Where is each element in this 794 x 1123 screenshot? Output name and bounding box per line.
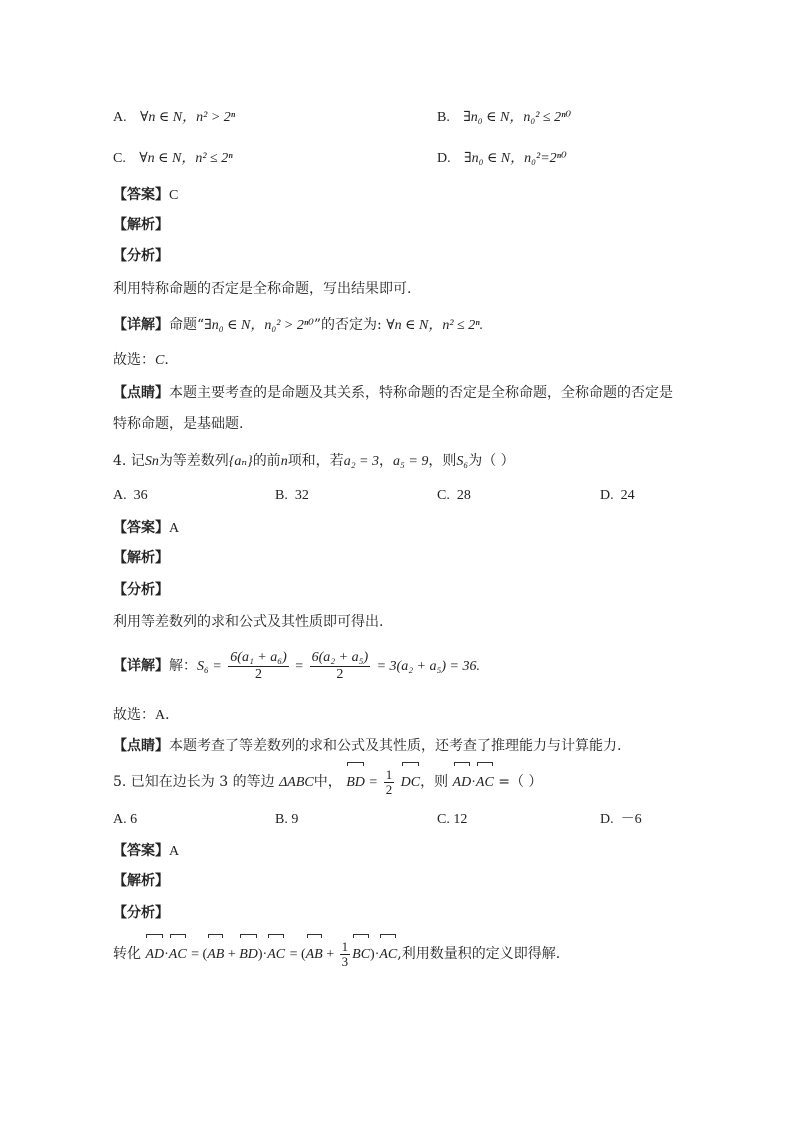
q4-fenxi-text: 利用等差数列的求和公式及其性质即可得出. (113, 614, 384, 630)
q5-fraction-third: $\frac{1}{3}$ (341, 938, 349, 969)
q5-option-a: A. 6 (113, 812, 138, 827)
q4-jiexi-heading: 【解析】 (113, 550, 169, 566)
q4-detail: 【详解】解：S₆ = $\frac{\text{6(a₁ + a₆)}}{2}$ = $\frac{\text{6(a₂ + a₅)}}{2}$ = 3(a₂ + a₅) = 36. (113, 649, 480, 682)
q4-choose: 故选：A． (113, 707, 180, 723)
q3-option-a: A. ∀n ∈ N，n² > 2ⁿ (113, 110, 236, 125)
vector-ad: AD (453, 765, 472, 801)
q4-dianjing: 【点睛】本题考查了等差数列的求和公式及其性质，还考查了推理能力与计算能力. (113, 738, 622, 754)
q5-transform: 转化 AD·AC = (AB + BD)·AC = (AB + $\frac{1}{3}$ BC)·AC,利用数量积的定义即得解. (113, 936, 560, 973)
q3-choose: 故选：C. (113, 352, 169, 368)
q5-answer: 【答案】A (113, 843, 180, 859)
q3-option-d-math: ∃n₀ ∈ N，n₀²=2ⁿ⁰ (463, 151, 567, 166)
q4-fenxi-heading: 【分析】 (113, 582, 169, 598)
q4-option-d: D. 24 (600, 488, 635, 503)
q4-option-b: B. 32 (275, 488, 309, 503)
q4-stem: 4. 记Sn为等差数列{aₙ}的前n项和，若a₂ = 3，a₅ = 9，则S₆为（ ） (113, 453, 515, 469)
q5-fenxi-heading: 【分析】 (113, 905, 169, 921)
q3-option-b: B. ∃n₀ ∈ N，n₀² ≤ 2ⁿ⁰ (437, 110, 572, 125)
q4-option-c: C. 28 (437, 488, 471, 503)
q3-option-d: D. ∃n₀ ∈ N，n₀²=2ⁿ⁰ (437, 151, 567, 166)
q3-option-c-math: ∀n ∈ N，n² ≤ 2ⁿ (139, 151, 233, 166)
q4-fraction-2: $\frac{\text{6(a₂ + a₅)}}{2}$ (311, 649, 369, 682)
q3-detail: 【详解】命题“∃n₀ ∈ N，n₀² > 2ⁿ⁰”的否定为: ∀n ∈ N，n² ≤ 2ⁿ. (113, 317, 484, 333)
q3-option-b-math: ∃n₀ ∈ N，n₀² ≤ 2ⁿ⁰ (463, 110, 572, 125)
q3-fenxi-heading: 【分析】 (113, 248, 169, 264)
q5-option-c: C. 12 (437, 812, 468, 827)
q5-option-d: D. －6 (600, 812, 642, 827)
q3-option-c: C. ∀n ∈ N，n² ≤ 2ⁿ (113, 151, 233, 166)
vector-dc: DC (401, 765, 420, 801)
q4-answer: 【答案】A (113, 520, 180, 536)
q5-jiexi-heading: 【解析】 (113, 873, 169, 889)
q5-option-b: B. 9 (275, 812, 299, 827)
q3-jiexi-heading: 【解析】 (113, 217, 169, 233)
q3-fenxi-text: 利用特称命题的否定是全称命题，写出结果即可. (113, 281, 412, 297)
vector-ac: AC (476, 765, 494, 801)
q3-option-a-math: ∀n ∈ N，n² > 2ⁿ (139, 110, 236, 125)
q3-answer: 【答案】C (113, 187, 179, 203)
q4-option-a: A. 36 (113, 488, 148, 503)
vector-bd: BD (346, 765, 365, 801)
q3-dianjing-line1: 【点睛】本题主要考查的是命题及其关系，特称命题的否定是全称命题，全称命题的否定是 (113, 385, 673, 401)
q4-fraction-1: $\frac{\text{6(a₁ + a₆)}}{2}$ (230, 649, 287, 682)
q3-dianjing-line2: 特称命题，是基础题. (113, 416, 244, 432)
q5-fraction-half: $\frac{1}{2}$ (385, 766, 393, 797)
q5-stem: 5. 已知在边长为 3 的等边 ΔABC中， BD = $\frac{1}{2}$ DC，则 AD·AC =（ ） (113, 764, 542, 801)
